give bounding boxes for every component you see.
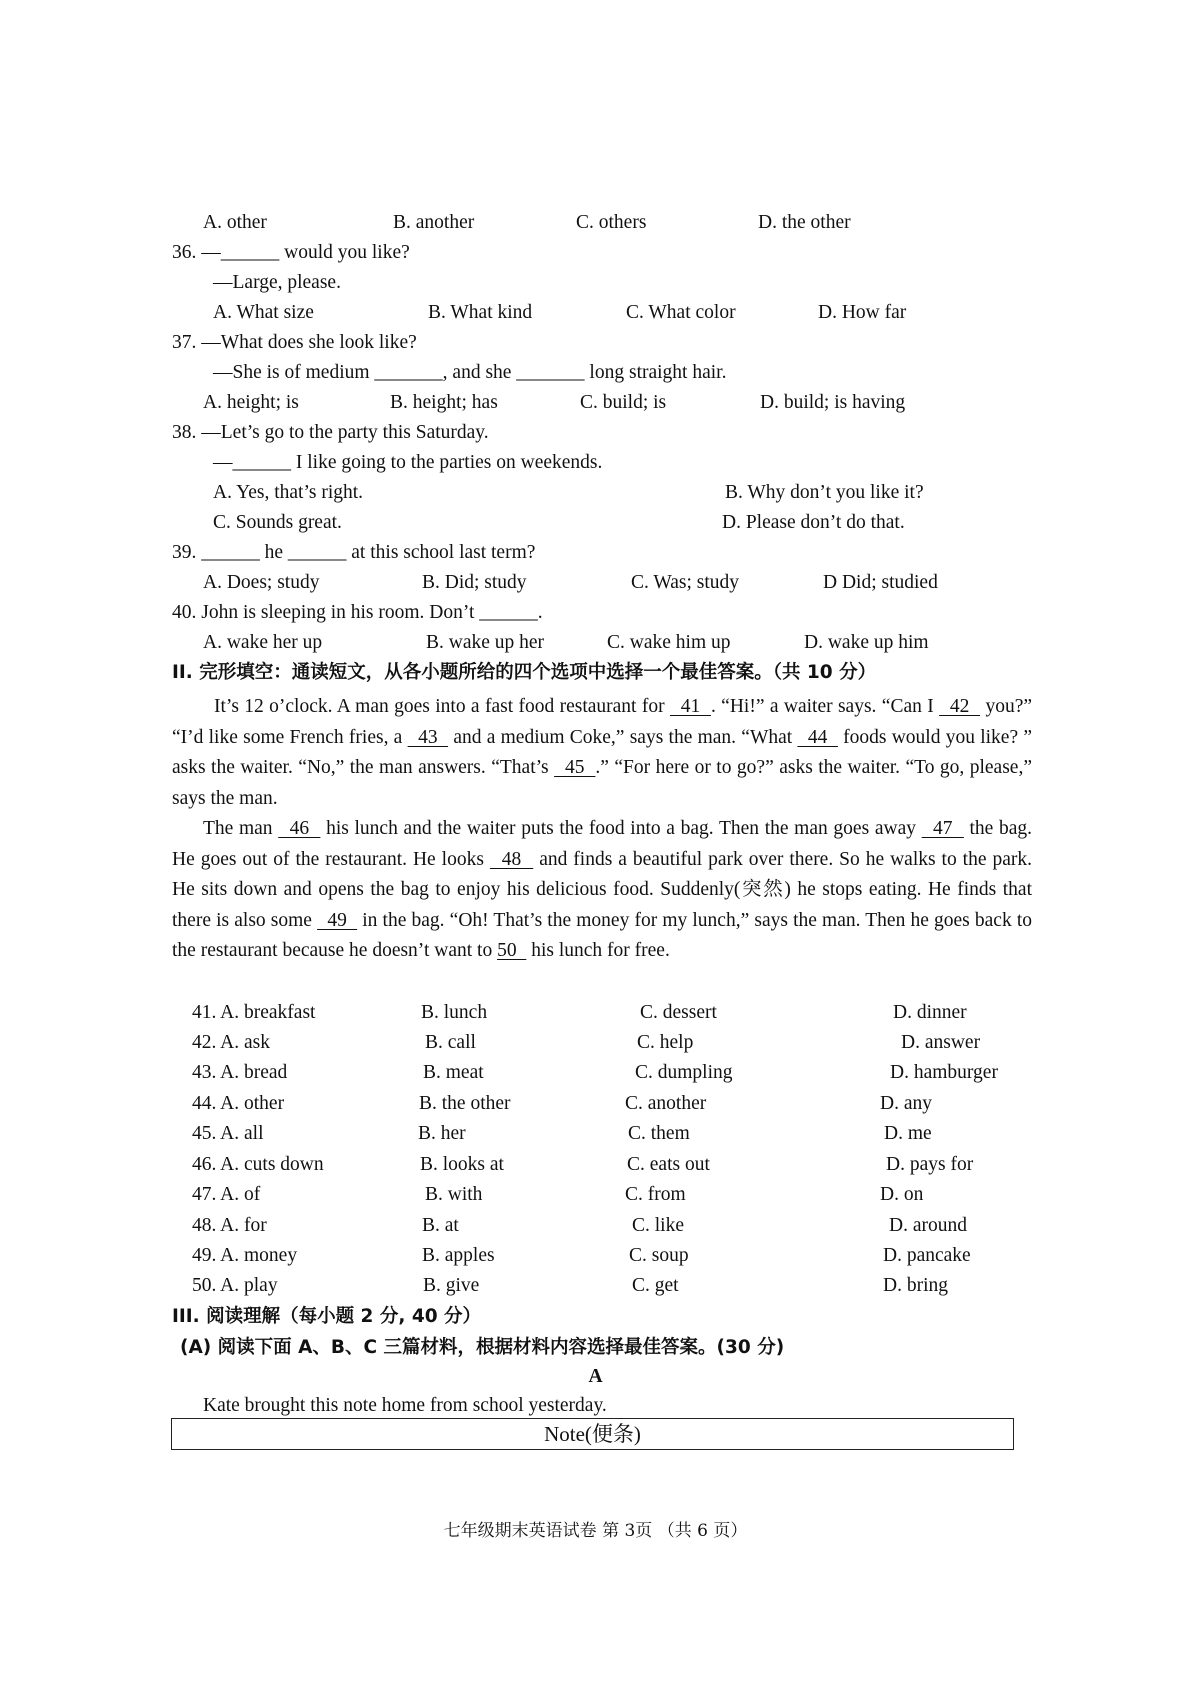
q46-option-c: C. eats out <box>627 1154 710 1175</box>
q49-option-b: B. apples <box>422 1245 495 1266</box>
q38-option-a: A. Yes, that’s right. <box>213 482 364 503</box>
passage-label: A <box>588 1366 603 1387</box>
cloze-text: The man <box>203 818 279 839</box>
cloze-text: and finds a beautiful park over there. So he walks to the park. He sits down and opens the bag to enjoy his delicious food. Suddenly(突然) he stops eating. He finds that there is also some <box>172 848 1032 931</box>
cloze-text: you?” “I’d like some French fries, a <box>172 696 1033 748</box>
q36-stem: 36. —______ would you like? <box>172 242 410 263</box>
cloze-text: in the bag. “Oh! That’s the money for my lunch,” says the man. Then he goes back to the restaurant because he doesn’t want to <box>172 909 1032 961</box>
cloze-text: and a medium Coke,” says the man. “What <box>448 726 798 748</box>
q44-option-b: B. the other <box>419 1093 511 1114</box>
q41-option-a: 41. A. breakfast <box>192 1002 316 1023</box>
section3-heading: III. 阅读理解（每小题 2 分, 40 分） <box>172 1306 482 1327</box>
cloze-text: .” “For here or to go?” asks the waiter. “To go, please,” says the man. <box>172 757 1032 809</box>
q38-stem: 38. —Let’s go to the party this Saturday. <box>172 422 489 443</box>
q39-option-a: A. Does; study <box>203 572 320 593</box>
q41-option-b: B. lunch <box>421 1002 488 1023</box>
q43-option-a: 43. A. bread <box>192 1062 288 1083</box>
q49-option-a: 49. A. money <box>192 1245 298 1266</box>
cloze-text: the bag. He goes out of the restaurant. He looks <box>172 818 1033 870</box>
q48-option-d: D. around <box>889 1215 967 1236</box>
q42-option-d: D. answer <box>901 1032 981 1053</box>
blank-48: 48 <box>489 848 534 870</box>
section3-subheading: (A) 阅读下面 A、B、C 三篇材料，根据材料内容选择最佳答案。(30 分) <box>180 1337 785 1358</box>
q39-option-b: B. Did; study <box>422 572 527 593</box>
section2-heading: II. 完形填空：通读短文，从各小题所给的四个选项中选择一个最佳答案。（共 10 分） <box>172 662 877 683</box>
blank-45: 45 <box>554 757 596 778</box>
q40-option-a: A. wake her up <box>203 632 323 653</box>
q40-option-c: C. wake him up <box>607 632 731 653</box>
q46-option-a: 46. A. cuts down <box>192 1154 324 1175</box>
cloze-paragraph-1 <box>172 692 1032 814</box>
q47-option-b: B. with <box>425 1184 483 1205</box>
q35-option-c: C. others <box>576 212 647 233</box>
cloze-text: It’s 12 o’clock. A man goes into a fast food restaurant for <box>214 696 670 717</box>
blank-43: 43 <box>407 726 449 748</box>
q49-option-c: C. soup <box>629 1245 689 1266</box>
q37-option-d: D. build; is having <box>760 392 906 413</box>
q36-option-b: B. What kind <box>428 302 533 323</box>
blank-41: 41 <box>669 696 711 717</box>
q48-option-c: C. like <box>632 1215 684 1236</box>
q46-option-b: B. looks at <box>420 1154 504 1175</box>
q36-option-d: D. How far <box>818 302 907 323</box>
blank-50: 50 <box>497 940 527 961</box>
q39-option-c: C. Was; study <box>631 572 740 593</box>
q46-option-d: D. pays for <box>886 1154 974 1175</box>
q41-option-c: C. dessert <box>640 1002 717 1023</box>
cloze-paragraph-2 <box>172 814 1032 967</box>
q48-option-b: B. at <box>422 1215 459 1236</box>
q44-option-c: C. another <box>625 1093 707 1114</box>
cloze-text: . “Hi!” a waiter says. “Can I <box>710 696 940 717</box>
blank-42: 42 <box>939 696 981 717</box>
note-title: Note(便条) <box>544 1422 641 1446</box>
q47-option-d: D. on <box>880 1184 924 1205</box>
q39-option-d: D Did; studied <box>823 572 938 593</box>
q43-option-d: D. hamburger <box>890 1062 998 1083</box>
q49-option-d: D. pancake <box>883 1245 971 1266</box>
blank-47: 47 <box>921 818 964 839</box>
page-footer: 七年级期末英语试卷 第 3页 （共 6 页） <box>443 1521 748 1541</box>
q37-option-a: A. height; is <box>203 392 299 413</box>
q38-option-d: D. Please don’t do that. <box>722 512 905 533</box>
q44-option-a: 44. A. other <box>192 1093 285 1114</box>
q35-option-d: D. the other <box>758 212 851 233</box>
q37-option-b: B. height; has <box>390 392 498 413</box>
q48-option-a: 48. A. for <box>192 1215 267 1236</box>
q50-option-c: C. get <box>632 1275 679 1296</box>
q40-option-d: D. wake up him <box>804 632 929 653</box>
note-box <box>171 1418 1014 1450</box>
q38-reply: —______ I like going to the parties on weekends. <box>213 452 603 473</box>
q44-option-d: D. any <box>880 1093 932 1114</box>
q47-option-c: C. from <box>625 1184 686 1205</box>
q35-option-b: B. another <box>393 212 475 233</box>
passage-intro: Kate brought this note home from school yesterday. <box>203 1395 607 1416</box>
q45-option-d: D. me <box>884 1123 932 1144</box>
q36-option-a: A. What size <box>213 302 314 323</box>
q45-option-c: C. them <box>628 1123 690 1144</box>
q35-option-a: A. other <box>203 212 267 233</box>
q38-option-c: C. Sounds great. <box>213 512 342 533</box>
cloze-text: his lunch and the waiter puts the food into a bag. Then the man goes away <box>320 818 922 839</box>
cloze-text: his lunch for free. <box>526 940 670 961</box>
q36-option-c: C. What color <box>626 302 736 323</box>
q39-stem: 39. ______ he ______ at this school last term? <box>172 542 536 563</box>
q42-option-c: C. help <box>637 1032 694 1053</box>
q42-option-b: B. call <box>425 1032 476 1053</box>
q45-option-a: 45. A. all <box>192 1123 264 1144</box>
q50-option-d: D. bring <box>883 1275 948 1296</box>
q38-option-b: B. Why don’t you like it? <box>725 482 924 503</box>
q50-option-a: 50. A. play <box>192 1275 278 1296</box>
cloze-text: foods would you like? ” asks the waiter. “No,” the man answers. “That’s <box>172 726 1033 778</box>
q40-option-b: B. wake up her <box>426 632 545 653</box>
q40-stem: 40. John is sleeping in his room. Don’t ______. <box>172 602 543 623</box>
blank-46: 46 <box>278 818 321 839</box>
q50-option-b: B. give <box>423 1275 480 1296</box>
q43-option-b: B. meat <box>423 1062 484 1083</box>
q43-option-c: C. dumpling <box>635 1062 733 1083</box>
blank-49: 49 <box>317 909 358 931</box>
q41-option-d: D. dinner <box>893 1002 967 1023</box>
blank-44: 44 <box>797 726 838 748</box>
q37-reply: —She is of medium _______, and she _______ long straight hair. <box>213 362 727 383</box>
q47-option-a: 47. A. of <box>192 1184 261 1205</box>
q37-option-c: C. build; is <box>580 392 667 413</box>
q45-option-b: B. her <box>418 1123 466 1144</box>
q36-reply: —Large, please. <box>213 272 341 293</box>
q37-stem: 37. —What does she look like? <box>172 332 417 353</box>
q42-option-a: 42. A. ask <box>192 1032 270 1053</box>
